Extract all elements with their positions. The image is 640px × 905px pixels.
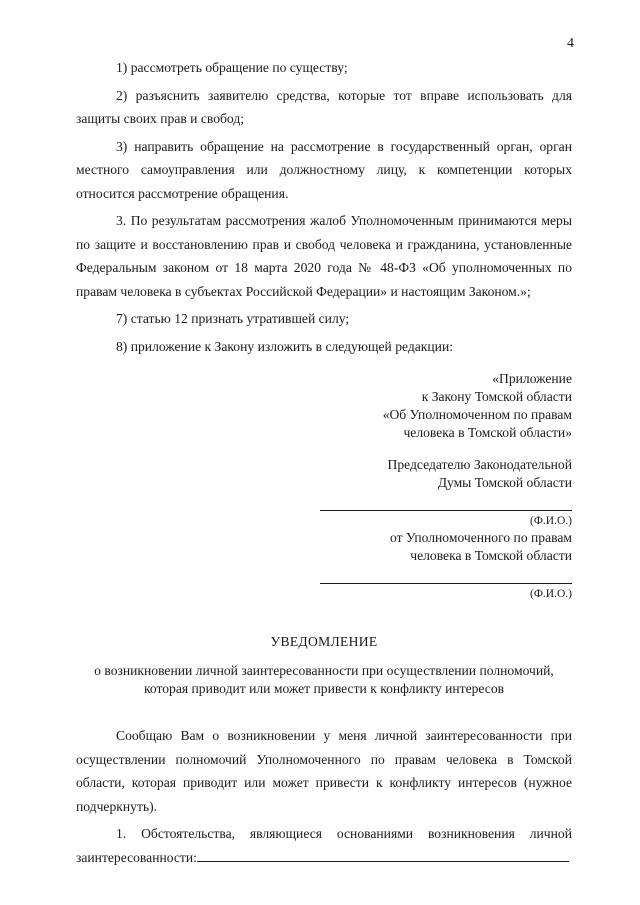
document-body (76, 56, 572, 869)
list-item: 2) разъяснить заявителю средства, которые тот вправе использовать для защиты своих прав и свобод; (76, 87, 572, 126)
fio-blank-line (320, 565, 572, 584)
appendix-header (76, 370, 572, 442)
sender-line: от Уполномоченного по правам (389, 530, 572, 545)
addressee-line: Председателю Законодательной (387, 457, 572, 472)
notice-body: Сообщаю Вам о возникновении у меня личной заинтересованности при осуществлении полномочий Уполномоченного по правам человека в Томской области, которая приводит или может привести к конфликту интересов (нужное подчеркнуть). (76, 728, 572, 814)
fio-label: (Ф.И.О.) (530, 515, 572, 527)
notice-subtitle (76, 662, 572, 698)
addressee-line: Думы Томской области (437, 475, 572, 490)
list-item: 1) рассмотреть обращение по существу; (116, 60, 348, 75)
addressee-block (76, 456, 572, 602)
sender-line: человека в Томской области (410, 548, 572, 563)
list-item: 3) направить обращение на рассмотрение в государственный орган, орган местного самоуправления или должностному лицу, к компетенции которых относится рассмотрение обращения. (76, 138, 572, 201)
notice-item-1 (76, 822, 572, 869)
item-1-blank-line (197, 847, 569, 862)
appendix-line: к Закону Томской области (421, 389, 572, 404)
fio-label: (Ф.И.О.) (530, 588, 572, 600)
page-number: 4 (567, 36, 574, 51)
list-item: 7) статью 12 признать утратившей силу; (116, 311, 350, 326)
subtitle-line: которая приводит или может привести к конфликту интересов (143, 681, 505, 696)
fio-blank-line (320, 492, 572, 511)
appendix-line: «Об Уполномоченном по правам (382, 407, 572, 422)
item-1-text: 1. Обстоятельства, являющиеся основаниями возникновения личной заинтересованности: (76, 826, 572, 865)
subtitle-line: о возникновении личной заинтересованности при осуществлении полномочий, (94, 663, 554, 678)
list-item: 8) приложение к Закону изложить в следующей редакции: (116, 338, 453, 354)
notice-title: УВЕДОМЛЕНИЕ (270, 634, 378, 649)
list-item: 3. По результатам рассмотрения жалоб Уполномоченным принимаются меры по защите и восстановлению прав и свобод человека и гражданина, установленные Федеральным законом от 18 марта 2020 года № 48-ФЗ «Об уполномоченных по правам человека в субъектах Российской Федерации» и настоящим Законом.»; (76, 213, 572, 299)
appendix-line: «Приложение (492, 371, 572, 386)
appendix-line: человека в Томской области» (403, 425, 572, 440)
